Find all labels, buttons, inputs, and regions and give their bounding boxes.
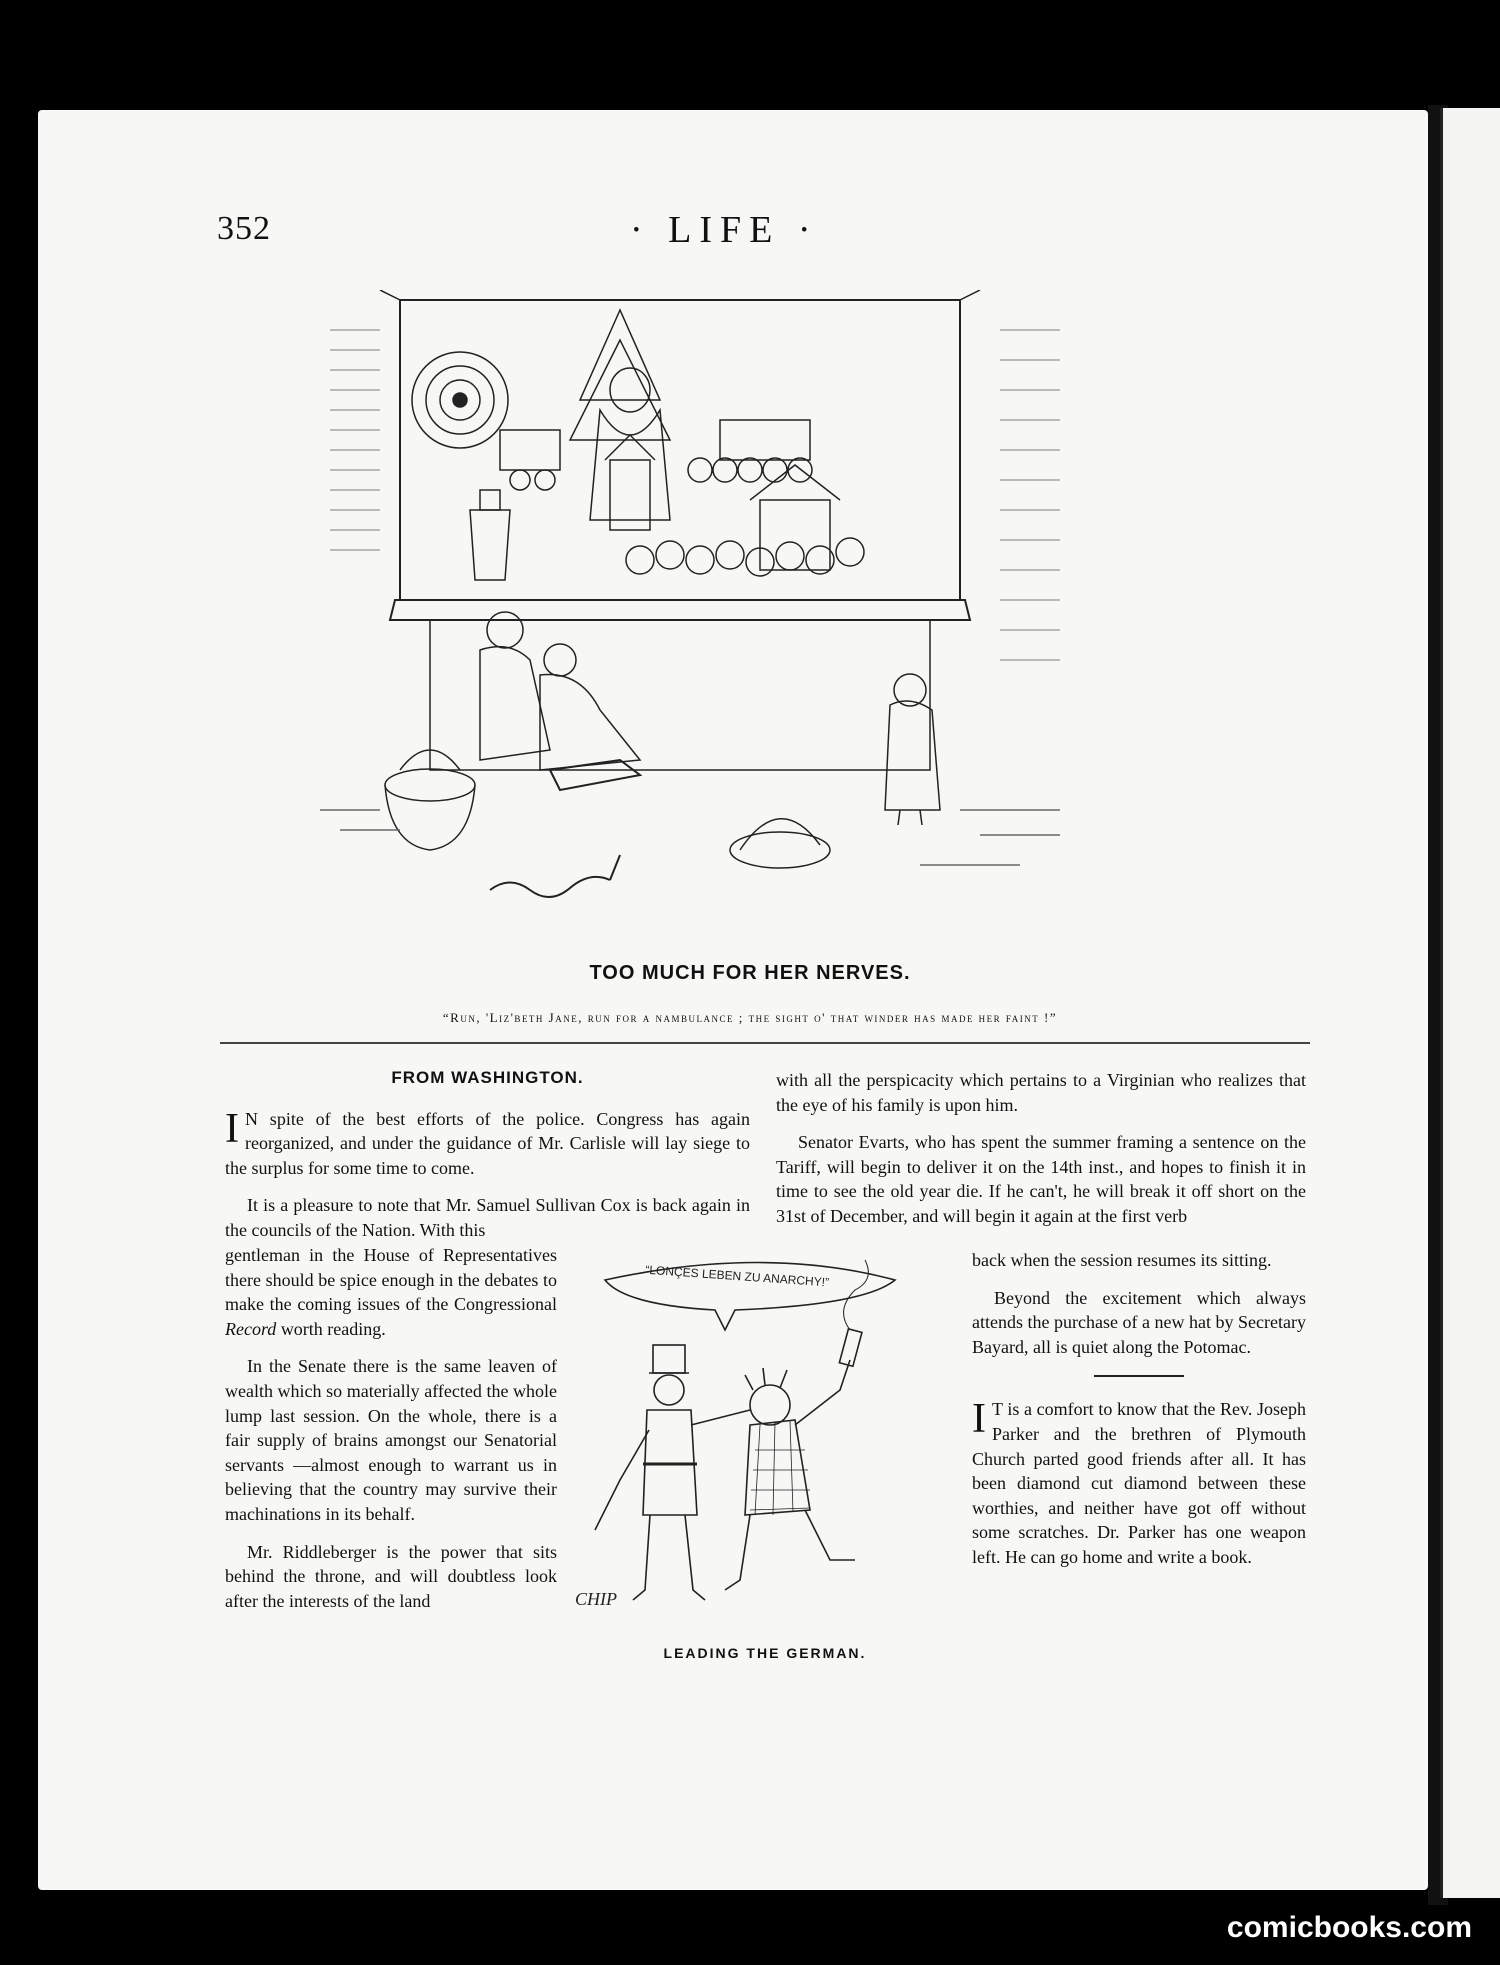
masthead-title: · LIFE · xyxy=(630,209,819,251)
paragraph-2: It is a pleasure to note that Mr. Samuel Sullivan Cox is back again in the councils of the Nation. With this xyxy=(225,1195,750,1240)
paragraph-6-continued: back when the session resumes its sitting. xyxy=(972,1250,1272,1270)
leading-the-german-cartoon xyxy=(565,1250,965,1640)
cartoon-caption: LEADING THE GERMAN. xyxy=(663,1645,867,1661)
page-number: 352 xyxy=(217,210,271,247)
paragraph-2-end: worth reading. xyxy=(280,1318,386,1339)
paragraph-4: Mr. Riddleberger is the power that sits behind the throne, and will doubtless look after the interests of the land xyxy=(225,1541,557,1611)
paragraph-3: In the Senate there is the same leaven of wealth which so materially affected the whole lump last session. On the whole, there is a fair supply of brains amongst our Senatorial servants —almost enough to warrant us in believing that the country may survive their machinations in its behalf. xyxy=(225,1356,557,1524)
paragraph-6: Senator Evarts, who has spent the summer framing a sentence on the Tariff, will begin to deliver it on the 14th inst., and hopes to finish it in time to see the old year die. If he can't, he will break it off short on the 31st of December, and will begin it again at the first verb xyxy=(776,1132,1306,1226)
cartoon-speech: “LONÇES LEBEN ZU ANARCHY!” xyxy=(644,1262,830,1290)
paragraph-2-continued xyxy=(225,1243,557,1341)
shop-window-illustration xyxy=(320,290,1080,940)
short-divider xyxy=(1094,1375,1184,1377)
cartoon-signature: CHIP xyxy=(575,1589,617,1609)
illustration-quote: “Run, 'Liz'beth Jane, run for a nambulance ; the sight o' that winder has made her faint !” xyxy=(442,1010,1058,1025)
left-column xyxy=(225,1063,750,1256)
paragraph-2-cont-text: gentleman in the House of Representatives there should be spice enough in the debates to make the coming issues of the Congressional xyxy=(225,1245,557,1315)
right-column-top xyxy=(776,1068,1306,1242)
facing-page-edge xyxy=(1440,108,1500,1898)
source-watermark: comicbooks.com xyxy=(1226,1911,1472,1944)
paragraph-1-text: N spite of the best efforts of the police. Congress has again reorganized, and under the guidance of Mr. Carlisle will lay siege to the surplus for some time to come. xyxy=(225,1108,750,1178)
section-divider xyxy=(220,1042,1310,1044)
paragraph-7: Beyond the excitement which always attends the purchase of a new hat by Secretary Bayard, all is quiet along the Potomac. xyxy=(972,1287,1306,1357)
article-heading: FROM WASHINGTON. xyxy=(391,1068,584,1087)
dropcap-it: I xyxy=(972,1396,986,1443)
record-italic: Record xyxy=(225,1318,277,1339)
paragraph-1 xyxy=(225,1107,750,1181)
dropcap-i: I xyxy=(225,1105,239,1152)
paragraph-8-text: T is a comfort to know that the Rev. Joseph Parker and the brethren of Plymouth Church parted good friends after all. It has been diamond cut diamond between these worthies, and neither have got off without some scratches. Dr. Parker has one weapon left. He can go home and write a book. xyxy=(972,1399,1306,1567)
right-narrow-column xyxy=(972,1248,1306,1583)
paragraph-5: with all the perspicacity which pertains to a Virginian who realizes that the eye of his family is upon him. xyxy=(776,1070,1306,1115)
illustration-title: TOO MUCH FOR HER NERVES. xyxy=(589,962,911,984)
left-narrow-column xyxy=(225,1245,557,1626)
paragraph-8 xyxy=(972,1397,1306,1569)
